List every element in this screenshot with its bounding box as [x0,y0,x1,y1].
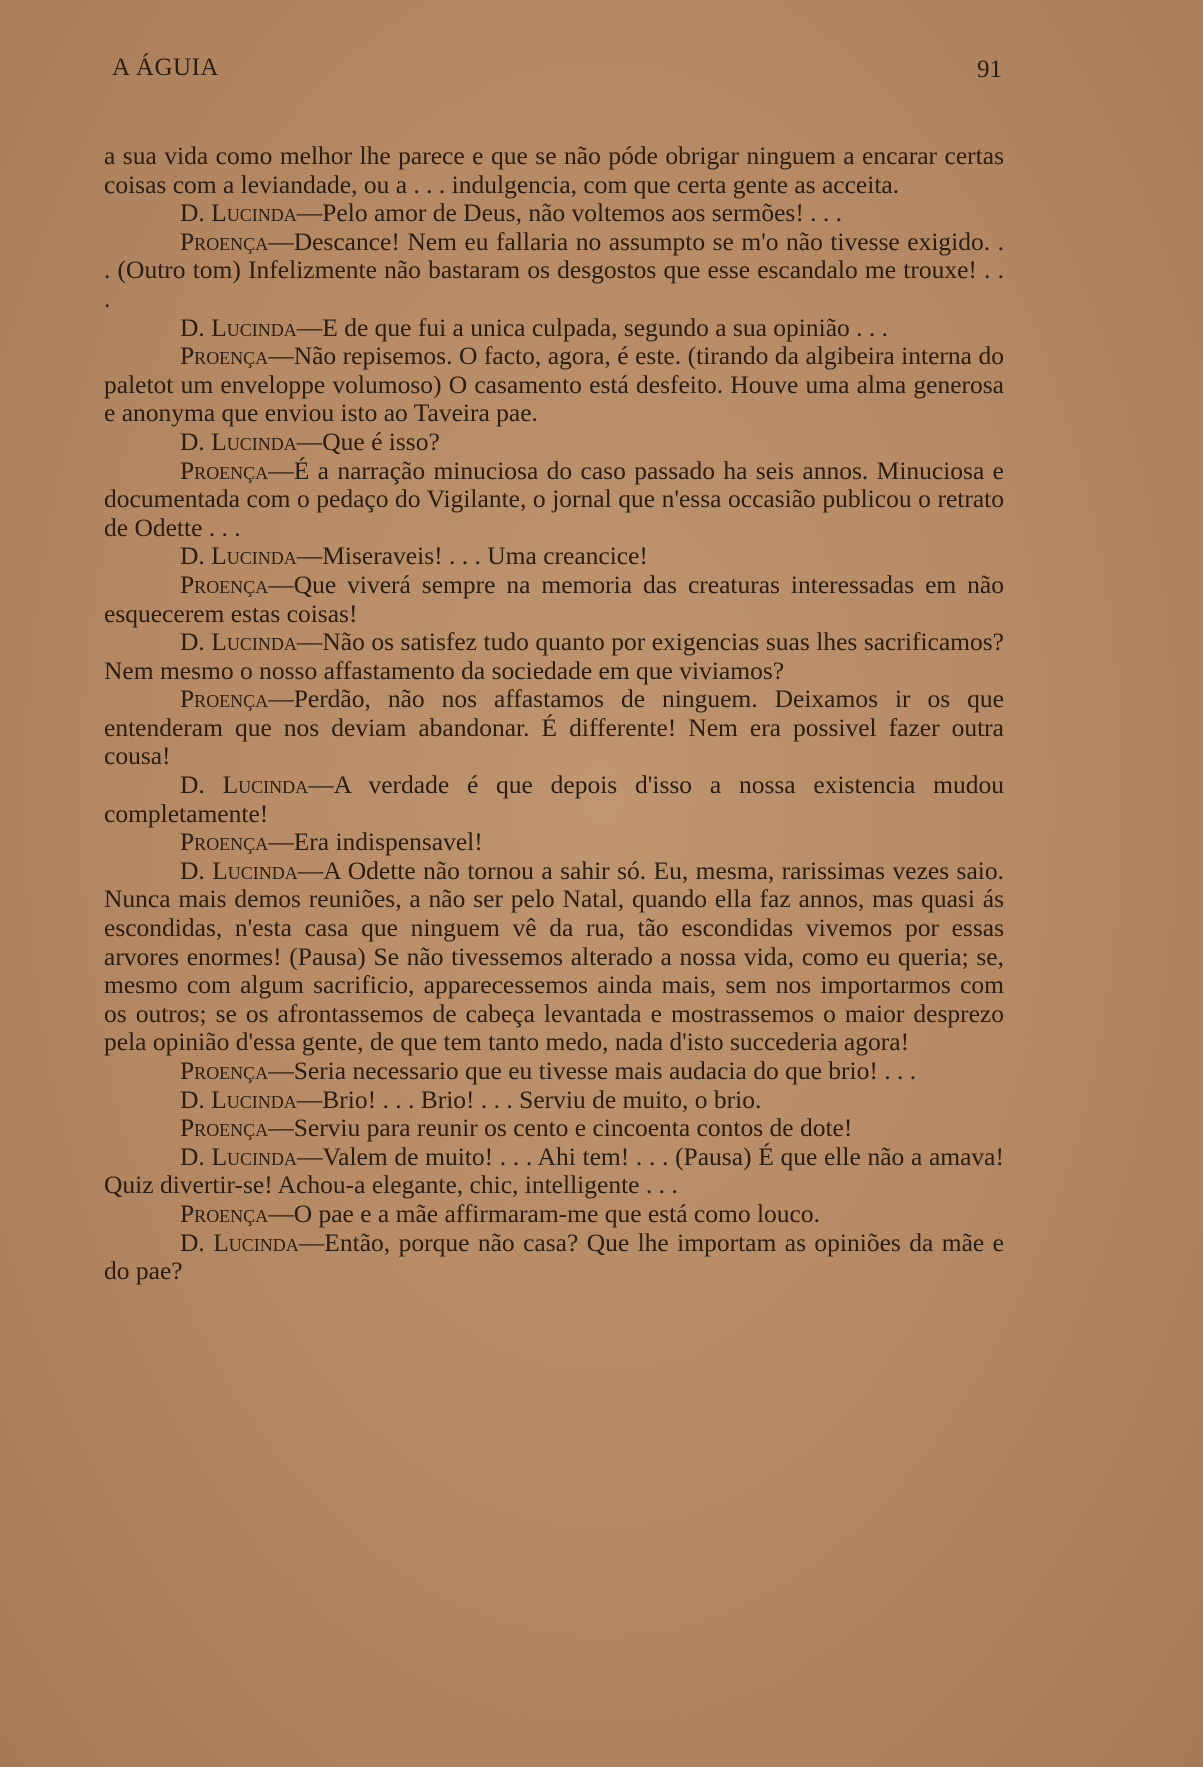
paragraph [104,142,1004,199]
dialogue-text: —E de que fui a unica culpada, segundo a sua opinião . . . [296,312,889,342]
speaker-name: D. Lucinda [180,855,298,885]
dialogue-text: —Serviu para reunir os cento e cincoenta contos de dote! [268,1113,853,1143]
dialogue-text: —Não repisemos. O facto, agora, é este. (tirando da algibeira interna do paletot um enveloppe volumoso) O casamento está desfeito. Houve uma alma generosa e anonyma que enviou isto ao Taveira pae. [104,341,1004,428]
dialogue-text: —Perdão, não nos affastamos de ninguem. Deixamos ir os que entenderam que nos deviam abandonar. É differente! Nem era possivel fazer outra cousa! [104,684,1004,771]
speaker-name: D. Lucinda [180,770,309,800]
dialogue-text: —Que é isso? [296,426,440,456]
dialogue-text: —Descance! Nem eu fallaria no assumpto se m'o não tivesse exigido. . . (Outro tom) Infelizmente não bastaram os desgostos que esse escandalo me trouxe! . . . [104,226,1004,313]
dialogue-text: —Era indispensavel! [268,827,483,857]
dialogue-line [104,857,1004,1057]
dialogue-line [104,1057,1004,1086]
speaker-name: Proença [180,827,269,857]
speaker-name: D. Lucinda [180,198,297,228]
dialogue-text: —A Odette não tornou a sahir só. Eu, mesma, rarissimas vezes saio. Nunca mais demos reuniões, a não ser pelo Natal, quando ella faz annos, mas quasi ás escondidas, n'esta casa que ninguem vê da rua, tão escondidas vivemos por essas arvores enormes! (Pausa) Se não tivessemos alterado a nossa vida, como eu queria; se, mesmo com algum sacrificio, apparecessemos ainda mais, sem nos importarmos com os outros; se os afrontassemos de cabeça levantada e mostrassemos o maior desprezo pela opinião d'essa gente, de que tem tanto medo, nada d'isto succederia agora! [104,855,1004,1057]
speaker-name: Proença [180,1056,269,1085]
speaker-name: Proença [180,226,269,256]
speaker-name: D. Lucinda [180,1084,297,1114]
speaker-name: Proença [180,569,269,599]
dialogue-text: —Valem de muito! . . . Ahi tem! . . . (Pausa) É que elle não a amava! Quiz divertir-se! Achou-a elegante, chic, intelligente . . . [104,1141,1004,1200]
speaker-name: D. Lucinda [180,426,297,456]
dialogue-line [104,228,1004,314]
body-text [104,142,1004,1286]
dialogue-line [104,342,1004,428]
dialogue-line [104,1114,1004,1143]
speaker-name: Proença [180,684,269,714]
dialogue-text: —Então, porque não casa? Que lhe importam as opiniões da mãe e do pae? [104,1227,1004,1286]
dialogue-text: —Que viverá sempre na memoria das creaturas interessadas em não esquecerem estas coisas! [104,569,1004,628]
dialogue-text: —Pelo amor de Deus, não voltemos aos sermões! . . . [296,198,843,228]
dialogue-line [104,771,1004,828]
speaker-name: D. Lucinda [180,1227,299,1257]
dialogue-line [104,1200,1004,1229]
dialogue-line [104,457,1004,543]
dialogue-line [104,1086,1004,1115]
speaker-name: Proença [180,455,269,485]
dialogue-text: —É a narração minuciosa do caso passado ha seis annos. Minuciosa e documentada com o pedaço do Vigilante, o jornal que n'essa occasião publicou o retrato de Odette . . . [104,455,1004,542]
running-title: A ÁGUIA [112,54,219,81]
dialogue-text: —A verdade é que depois d'isso a nossa existencia mudou completamente! [104,770,1004,828]
dialogue-line [104,542,1004,571]
dialogue-text: —Brio! . . . Brio! . . . Serviu de muito, o brio. [296,1084,762,1114]
page-header [112,54,1002,94]
speaker-name: D. Lucinda [180,627,297,657]
dialogue-line [104,314,1004,343]
paragraph-text: a sua vida como melhor lhe parece e que se não póde obrigar ninguem a encarar certas coisas com a leviandade, ou a . . . indulgencia, com que certa gente as acceita. [104,141,1004,199]
speaker-name: Proença [180,341,269,371]
dialogue-line [104,428,1004,457]
speaker-name: D. Lucinda [180,312,297,342]
dialogue-line [104,828,1004,857]
dialogue-line [104,1143,1004,1200]
speaker-name: Proença [180,1113,269,1143]
page-number: 91 [977,56,1002,83]
dialogue-text: —Seria necessario que eu tivesse mais audacia do que brio! . . . [268,1056,917,1085]
dialogue-text: —Miseraveis! . . . Uma creancice! [296,541,648,571]
dialogue-line [104,628,1004,685]
dialogue-line [104,199,1004,228]
speaker-name: D. Lucinda [180,541,297,571]
dialogue-text: —O pae e a mãe affirmaram-me que está como louco. [268,1198,820,1228]
dialogue-text: —Não os satisfez tudo quanto por exigencias suas lhes sacrificamos? Nem mesmo o nosso affastamento da sociedade em que viviamos? [104,627,1004,685]
dialogue-line [104,1229,1004,1286]
dialogue-line [104,571,1004,628]
speaker-name: Proença [180,1198,269,1228]
speaker-name: D. Lucinda [180,1141,298,1171]
dialogue-line [104,685,1004,771]
